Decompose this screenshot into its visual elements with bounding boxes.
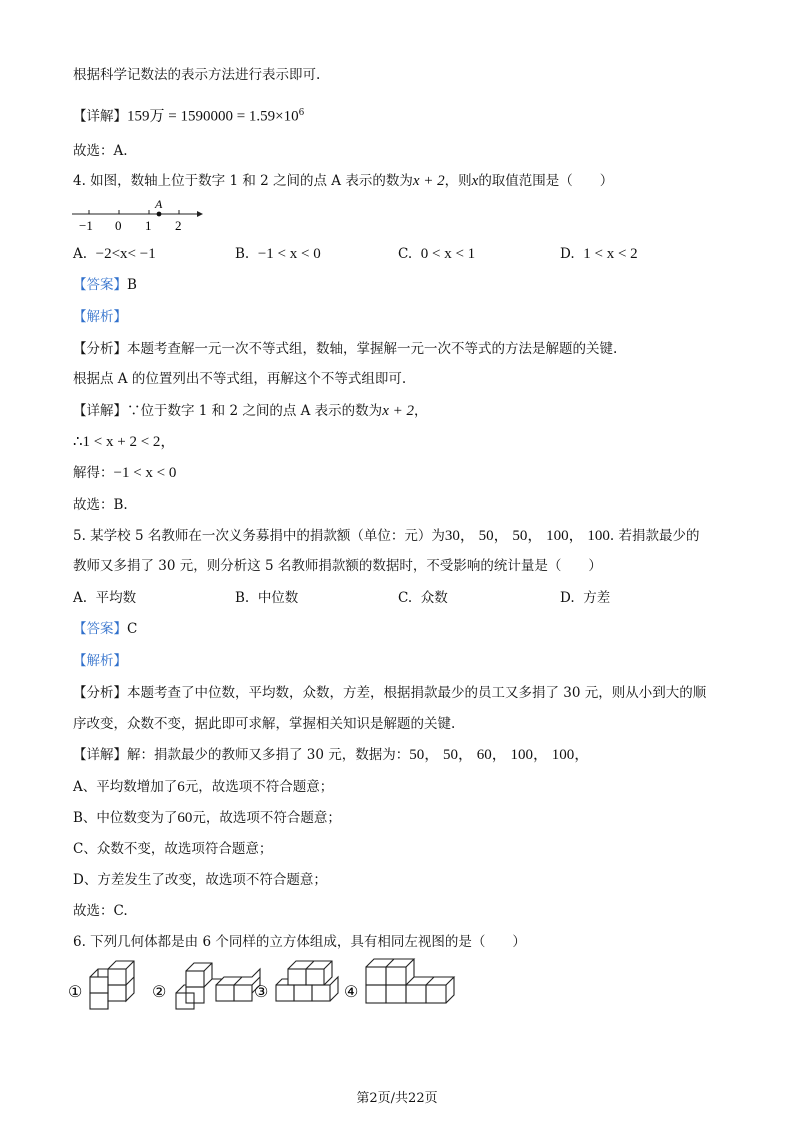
cube-figure-3: [276, 961, 338, 1001]
figure-label-4: ④: [344, 984, 359, 1001]
option-c: C. 众数: [398, 590, 448, 606]
step-line: ∴1 < x + 2 < 2，: [73, 434, 176, 450]
option-a: A. 平均数: [73, 590, 137, 606]
choice-line: 故选：C.: [73, 903, 128, 919]
analysis-tag: 【解析】: [73, 309, 127, 325]
axis-arrow-icon: [197, 211, 203, 217]
answer-tag: 【答案】: [73, 277, 127, 293]
figure-label-1: ①: [68, 984, 83, 1001]
option-a: A. −2<x< −1: [73, 246, 156, 262]
point-a-dot: [157, 212, 162, 217]
reason-c: C、众数不变，故选项符合题意；: [73, 841, 273, 857]
choice-line: 故选：B.: [73, 497, 128, 513]
tick-label: 0: [115, 218, 122, 233]
detail-line: 【详解】解：捐款最少的教师又多捐了 30 元，数据为：50， 50， 60， 100， 100，: [73, 747, 590, 763]
formula: 159万 = 1590000 = 1.59×10: [127, 108, 299, 125]
figure-label-2: ②: [152, 984, 167, 1001]
analysis-line: 根据点 A 的位置列出不等式组，再解这个不等式组即可.: [73, 371, 407, 387]
cube-figures: [66, 955, 456, 1015]
answer-tag: 【答案】: [73, 621, 127, 637]
analysis-line: 【分析】本题考查解一元一次不等式组，数轴，掌握解一元一次不等式的方法是解题的关键.: [73, 341, 618, 357]
option-b: B. 中位数: [235, 590, 299, 606]
answer-line: 【答案】C: [73, 621, 138, 637]
reason-d: D、方差发生了改变，故选项不符合题意；: [73, 872, 327, 888]
question-5: 5. 某学校 5 名教师在一次义务募捐中的捐款额（单位：元）为30， 50， 50， 100， 100. 若捐款最少的: [73, 528, 700, 544]
detail-tag: 【详解】: [73, 108, 127, 125]
option-d: D. 1 < x < 2: [560, 246, 638, 262]
formula-exponent: 6: [298, 108, 305, 118]
analysis-line: 【分析】本题考查了中位数，平均数，众数，方差，根据捐款最少的员工又多捐了 30 元，则从小到大的顺: [73, 685, 707, 701]
analysis-tag: 【解析】: [73, 653, 127, 669]
detail-line: 【详解】∵位于数字 1 和 2 之间的点 A 表示的数为x + 2，: [73, 403, 428, 419]
tick-label: 1: [145, 218, 152, 233]
cube-figure-2: [176, 963, 260, 1009]
choice-line: 故选：A.: [73, 143, 128, 159]
detail-line: [73, 104, 304, 126]
page-footer: 第2页/共22页: [356, 1091, 438, 1106]
option-b: B. −1 < x < 0: [235, 246, 321, 262]
tick-label: 2: [175, 218, 182, 233]
cube-figure-4: [366, 959, 454, 1003]
analysis-line: 序改变，众数不变，据此即可求解，掌握相关知识是解题的关键.: [73, 716, 456, 732]
reason-b: B、中位数变为了60元，故选项不符合题意；: [73, 810, 341, 826]
tick-label: −1: [79, 218, 93, 233]
step-line: 解得：−1 < x < 0: [73, 465, 177, 481]
text-line: 根据科学记数法的表示方法进行表示即可.: [73, 67, 321, 83]
option-d: D. 方差: [560, 590, 611, 606]
point-a-label: A: [155, 197, 163, 211]
cube-figure-1: [90, 961, 134, 1009]
answer-line: 【答案】B: [73, 277, 137, 293]
question-4: 4. 如图，数轴上位于数字 1 和 2 之间的点 A 表示的数为x + 2，则x的取值范围是（ ）: [73, 173, 614, 189]
question-6: 6. 下列几何体都是由 6 个同样的立方体组成，具有相同左视图的是（ ）: [73, 934, 526, 950]
reason-a: A、平均数增加了6元，故选项不符合题意；: [73, 779, 334, 795]
figure-label-3: ③: [254, 984, 269, 1001]
option-c: C. 0 < x < 1: [398, 246, 476, 262]
question-5-cont: 教师又多捐了 30 元，则分析这 5 名教师捐款额的数据时，不受影响的统计量是（ ）: [73, 558, 602, 574]
number-line-figure: [70, 197, 210, 237]
